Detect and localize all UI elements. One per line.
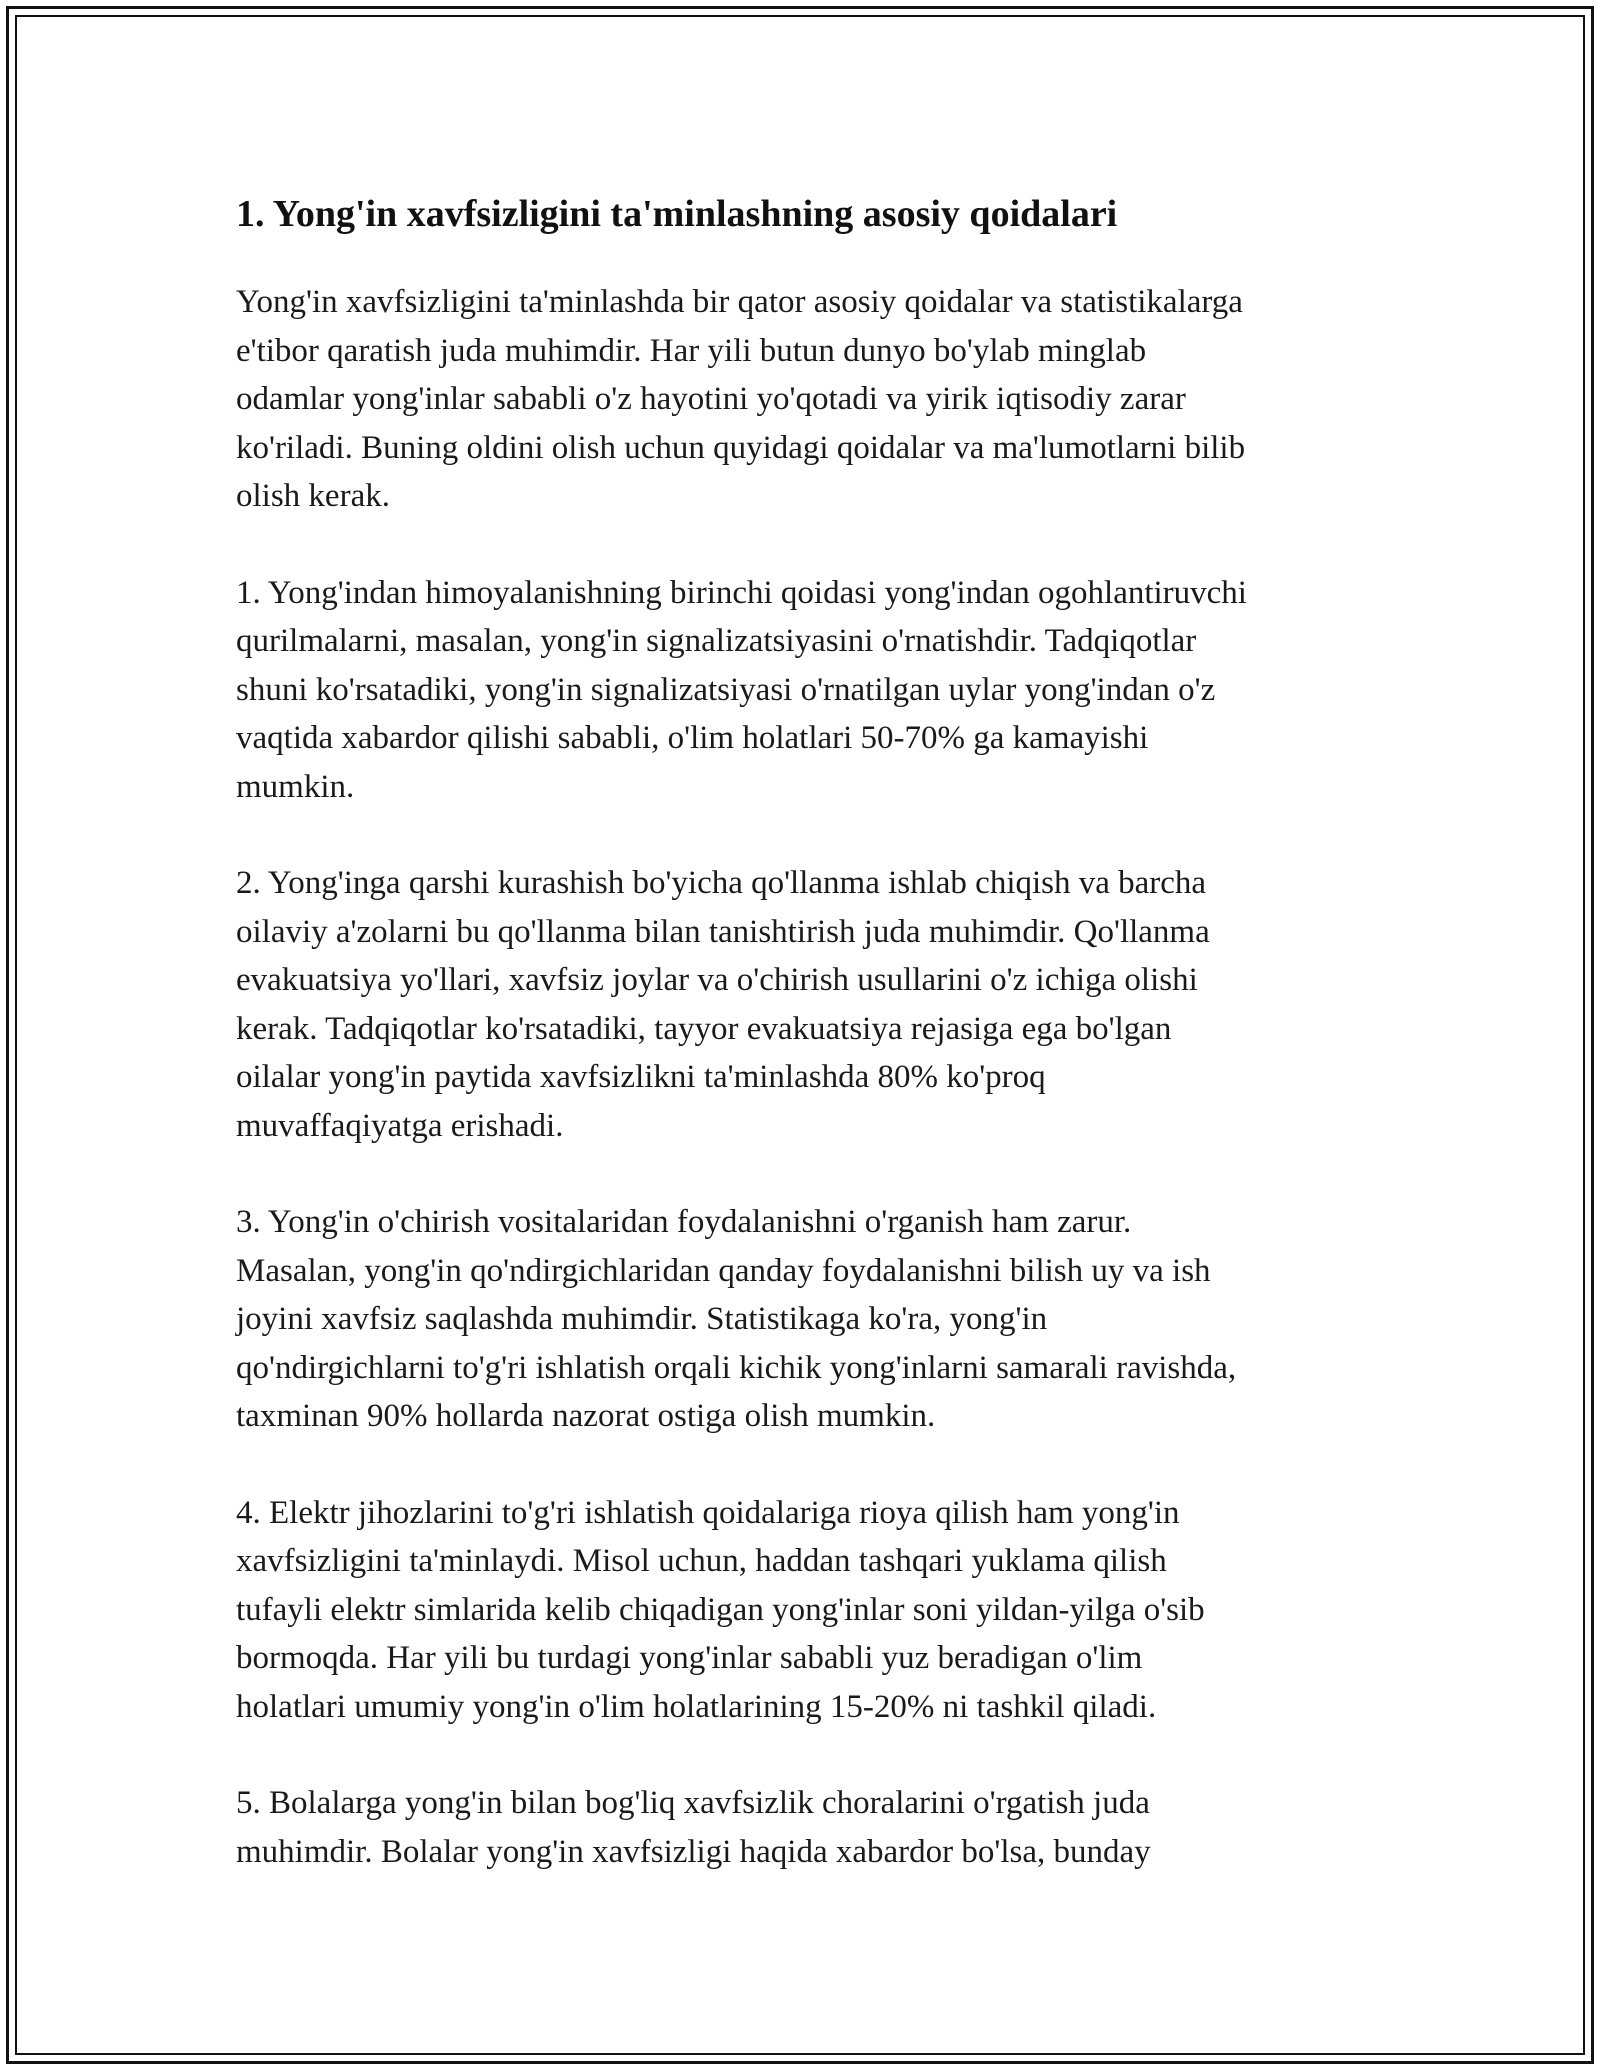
rule-4-paragraph: 4. Elektr jihozlarini to'g'ri ishlatish qoidalariga rioya qilish ham yong'in xavfsizligini ta'minlaydi. Misol uchun, haddan tashqari yuklama qilish tufayli elektr simlarida kelib chiqadigan yong'inlar soni yildan-yilga o'sib bormoqda. Har yili bu turdagi yong'inlar sababli yuz beradigan o'lim holatlari umumiy yong'in o'lim holatlarining 15-20% ni tashkil qiladi. (236, 1494, 1205, 1725)
rule-2-paragraph: 2. Yong'inga qarshi kurashish bo'yicha qo'llanma ishlab chiqish va barcha oilaviy a'zolarni bu qo'llanma bilan tanishtirish juda muhimdir. Qo'llanma evakuatsiya yo'llari, xavfsiz joylar va o'chirish usullarini o'z ichiga olishi kerak. Tadqiqotlar ko'rsatadiki, tayyor evakuatsiya rejasiga ega bo'lgan oilalar yong'in paytida xavfsizlikni ta'minlashda 80% ko'proq muvaffaqiyatga erishadi. (236, 865, 1210, 1144)
rule-1-paragraph: 1. Yong'indan himoyalanishning birinchi qoidasi yong'indan ogohlantiruvchi qurilmalarni, masalan, yong'in signalizatsiyasini o'rnatishdir. Tadqiqotlar shuni ko'rsatadiki, yong'in signalizatsiyasi o'rnatilgan uylar yong'indan o'z vaqtida xabardor qilishi sababli, o'lim holatlari 50-70% ga kamayishi mumkin. (236, 574, 1247, 805)
rule-3-paragraph: 3. Yong'in o'chirish vositalaridan foydalanishni o'rganish ham zarur. Masalan, yong'in qo'ndirgichlaridan qanday foydalanishni bilish uy va ish joyini xavfsiz saqlashda muhimdir. Statistikaga ko'ra, yong'in qo'ndirgichlarni to'g'ri ishlatish orqali kichik yong'inlarni samarali ravishda, taxminan 90% hollarda nazorat ostiga olish mumkin. (236, 1204, 1237, 1434)
intro-paragraph: Yong'in xavfsizligini ta'minlashda bir qator asosiy qoidalar va statistikalarga e'tibor qaratish juda muhimdir. Har yili butun dunyo bo'ylab minglab odamlar yong'inlar sababli o'z hayotini yo'qotadi va yirik iqtisodiy zarar ko'riladi. Buning oldini olish uchun quyidagi qoidalar va ma'lumotlarni bilib olish kerak. (236, 284, 1246, 514)
document-body (236, 188, 1376, 1924)
rule-5-paragraph: 5. Bolalarga yong'in bilan bog'liq xavfsizlik choralarini o'rgatish juda muhimdir. Bolalar yong'in xavfsizligi haqida xabardor bo'lsa, bunday (236, 1785, 1151, 1870)
document-title: 1. Yong'in xavfsizligini ta'minlashning asosiy qoidalari (236, 193, 1118, 235)
